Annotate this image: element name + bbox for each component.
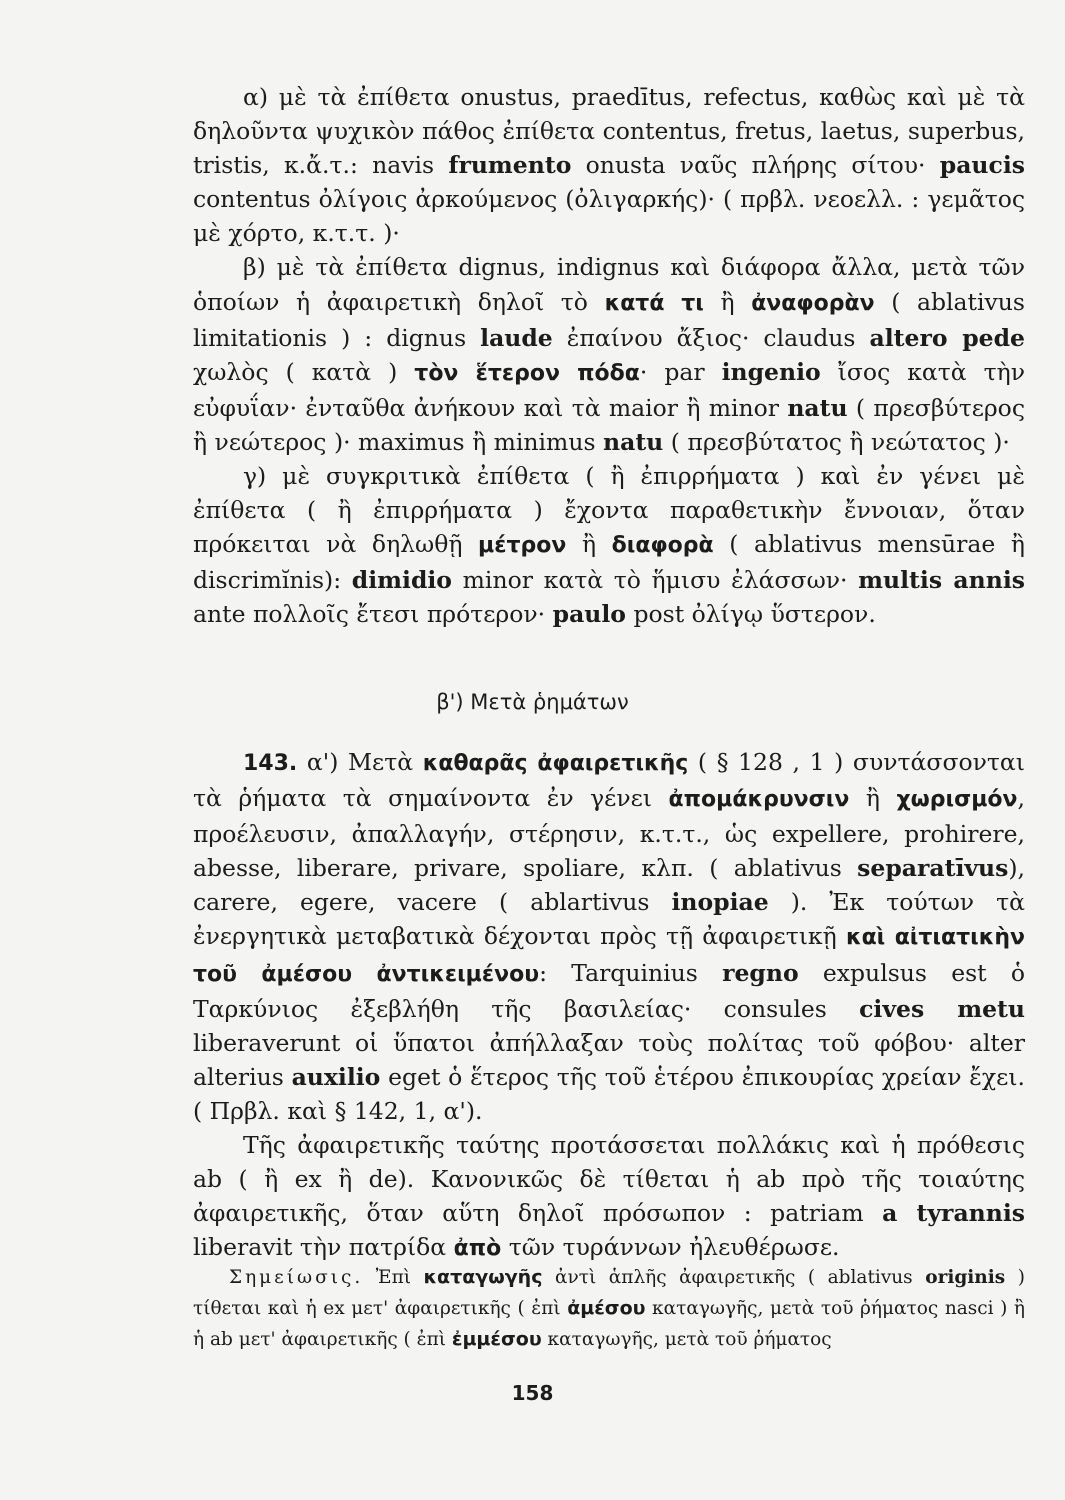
note-paragraph: Σημείωσις. Ἐπὶ καταγωγῆς ἀντὶ ἁπλῆς ἀφαιρετικῆς ( ablativus originis ) τίθεται καὶ ἡ ex μετ' ἀφαιρετικῆς ( ἐπὶ ἀμέσου καταγωγῆς, μετὰ τοῦ ῥήματος nasci ) ἢ ἡ ab μετ' ἀφαιρετικῆς ( ἐπὶ ἐμμέσου καταγωγῆς, μετὰ τοῦ ῥήματος (193, 1266, 1025, 1350)
section-subheading: β') Μετὰ ῥημάτων (436, 690, 629, 714)
section-adjectives (193, 80, 1025, 632)
note-block (193, 1262, 1025, 1355)
section-number: 143. (243, 751, 298, 776)
paragraph-143: 143. α') Μετὰ καθαρᾶς ἀφαιρετικῆς ( § 128 , 1 ) συντάσσονται τὰ ῥήματα τὰ σημαίνοντα ἐν γένει ἀπομάκρυνσιν ἢ χωρισμόν, προέλευσιν, ἀπαλλαγήν, στέρησιν, κ.τ.τ., ὡς expellere, prohirere, abesse, liberare, privare, spoliare, κλπ. ( ablativus separatīvus), carere, egere, vacere ( ablartivus inopiae ). Ἐκ τούτων τὰ ἐνεργητικὰ μεταβατικὰ δέχονται πρὸς τῇ ἀφαιρετικῇ καὶ αἰτιατικὴν τοῦ ἀμέσου ἀντικειμένου: Tarquinius regno expulsus est ὁ Ταρκύνιος ἐξεβλήθη τῆς βασιλείας· consules cives metu liberaverunt οἱ ὕπατοι ἀπήλλαξαν τοὺς πολίτας τοῦ φόβου· alter alterius auxilio eget ὁ ἕτερος τῆς τοῦ ἑτέρου ἐπικουρίας χρείαν ἔχει. ( Πρβλ. καὶ § 142, 1, α'). (193, 748, 1025, 1125)
paragraph-alpha: α) μὲ τὰ ἐπίθετα onustus, praedītus, refectus, καθὼς καὶ μὲ τὰ δηλοῦντα ψυχικὸν πάθος ἐπίθετα contentus, fretus, laetus, superbus, tristis, κ.ἄ.τ.: navis frumento onusta ναῦς πλήρης σίτου· paucis contentus ὀλίγοις ἀρκούμενος (ὀλιγαρκής)· ( πρβλ. νεοελλ. : γεμᾶτος μὲ χόρτο, κ.τ.τ. )· (193, 83, 1025, 248)
paragraph-ab: Τῆς ἀφαιρετικῆς ταύτης προτάσσεται πολλάκις καὶ ἡ πρόθεσις ab ( ἢ ex ἢ de). Κανονικῶς δὲ τίθεται ἡ ab πρὸ τῆς τοιαύτης ἀφαιρετικῆς, ὅταν αὕτη δηλοῖ πρόσωπον : patriam a tyrannis liberavit τὴν πατρίδα ἀπὸ τῶν τυράννων ἠλευθέρωσε. (193, 1131, 1025, 1262)
paragraph-beta: β) μὲ τὰ ἐπίθετα dignus, indignus καὶ διάφορα ἄλλα, μετὰ τῶν ὁποίων ἡ ἀφαιρετικὴ δηλοῖ τὸ κατά τι ἢ ἀναφορὰν ( ablativus limitationis ) : dignus laude ἐπαίνου ἄξιος· claudus altero pede χωλὸς ( κατὰ ) τὸν ἕτερον πόδα· par ingenio ἴσος κατὰ τὴν εὐφυΐαν· ἐνταῦθα ἀνήκουν καὶ τὰ maior ἢ minor natu ( πρεσβύτερος ἢ νεώτερος )· maximus ἢ minimus natu ( πρεσβύτατος ἢ νεώτατος )· (193, 253, 1025, 456)
paragraph-gamma: γ) μὲ συγκριτικὰ ἐπίθετα ( ἢ ἐπιρρήματα ) καὶ ἐν γένει μὲ ἐπίθετα ( ἢ ἐπιρρήματα ) ἔχοντα παραθετικὴν ἔννοιαν, ὅταν πρόκειται νὰ δηλωθῇ μέτρον ἢ διαφορὰ ( ablativus mensūrae ἢ discrimĭnis): dimidio minor κατὰ τὸ ἥμισυ ἐλάσσων· multis annis ante πολλοῖς ἔτεσι πρότερον· paulo post ὀλίγῳ ὕστερον. (193, 462, 1025, 629)
page-number: 158 (511, 1381, 554, 1405)
note-label: Σημείωσις. (229, 1267, 364, 1288)
section-verbs (193, 745, 1025, 1266)
